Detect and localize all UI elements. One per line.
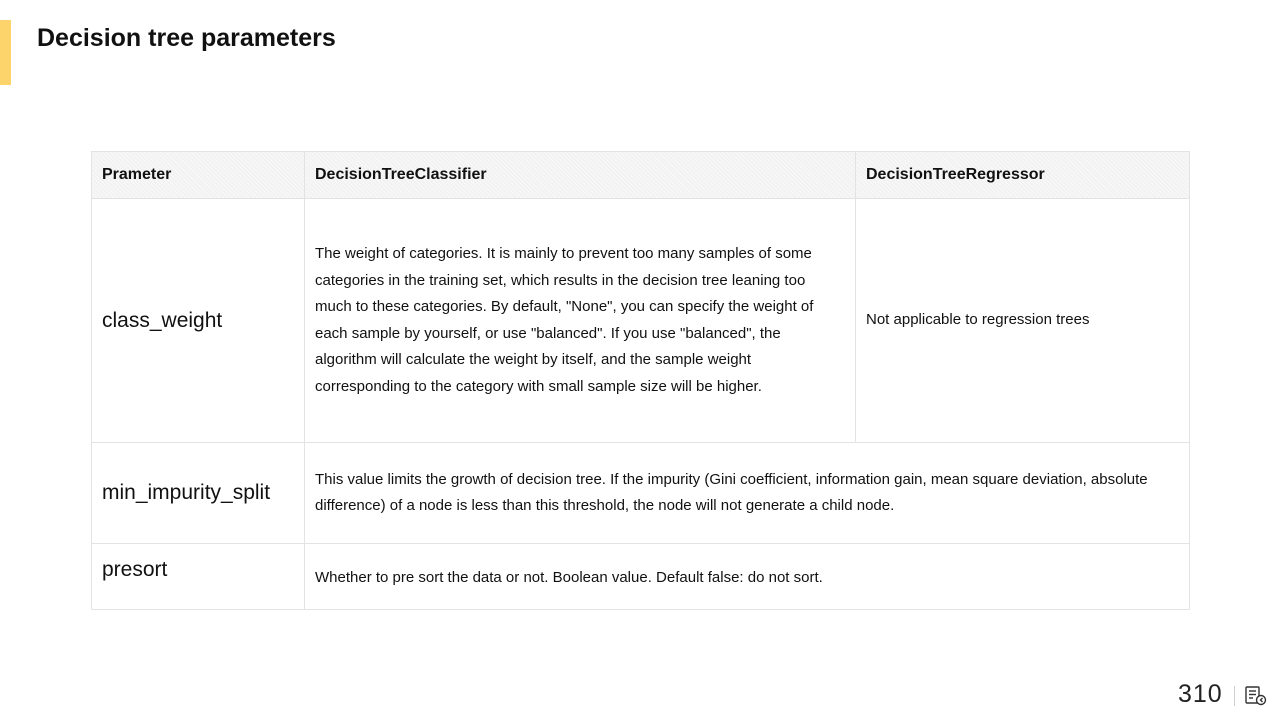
param-name-cell: class_weight — [92, 199, 305, 443]
slide-menu-icon[interactable] — [1244, 685, 1268, 707]
table-header-row — [92, 152, 1190, 199]
footer-divider — [1234, 686, 1235, 706]
page-number: 310 — [1178, 680, 1223, 708]
header-regressor: DecisionTreeRegressor — [856, 152, 1190, 199]
table-row — [92, 199, 1190, 443]
param-name-cell: presort — [92, 544, 305, 610]
title-accent-bar — [0, 20, 11, 85]
regressor-description-cell: Not applicable to regression trees — [856, 199, 1190, 443]
table-row — [92, 443, 1190, 544]
header-parameter: Prameter — [92, 152, 305, 199]
header-classifier: DecisionTreeClassifier — [305, 152, 856, 199]
slide-title: Decision tree parameters — [37, 24, 336, 52]
shared-description-cell: This value limits the growth of decision tree. If the impurity (Gini coefficient, information gain, mean square deviation, absolute difference) of a node is less than this threshold, the node will not generate a child node. — [305, 443, 1190, 544]
param-name-cell: min_impurity_split — [92, 443, 305, 544]
classifier-description-cell: The weight of categories. It is mainly to prevent too many samples of some categories in the training set, which results in the decision tree leaning too much to these categories. By default, "None", you can specify the weight of each sample by yourself, or use "balanced". If you use "balanced", the algorithm will calculate the weight by itself, and the sample weight corresponding to the category with small sample size will be higher. — [305, 199, 856, 443]
parameters-table — [91, 151, 1190, 610]
shared-description-cell: Whether to pre sort the data or not. Boolean value. Default false: do not sort. — [305, 544, 1190, 610]
table-row — [92, 544, 1190, 610]
